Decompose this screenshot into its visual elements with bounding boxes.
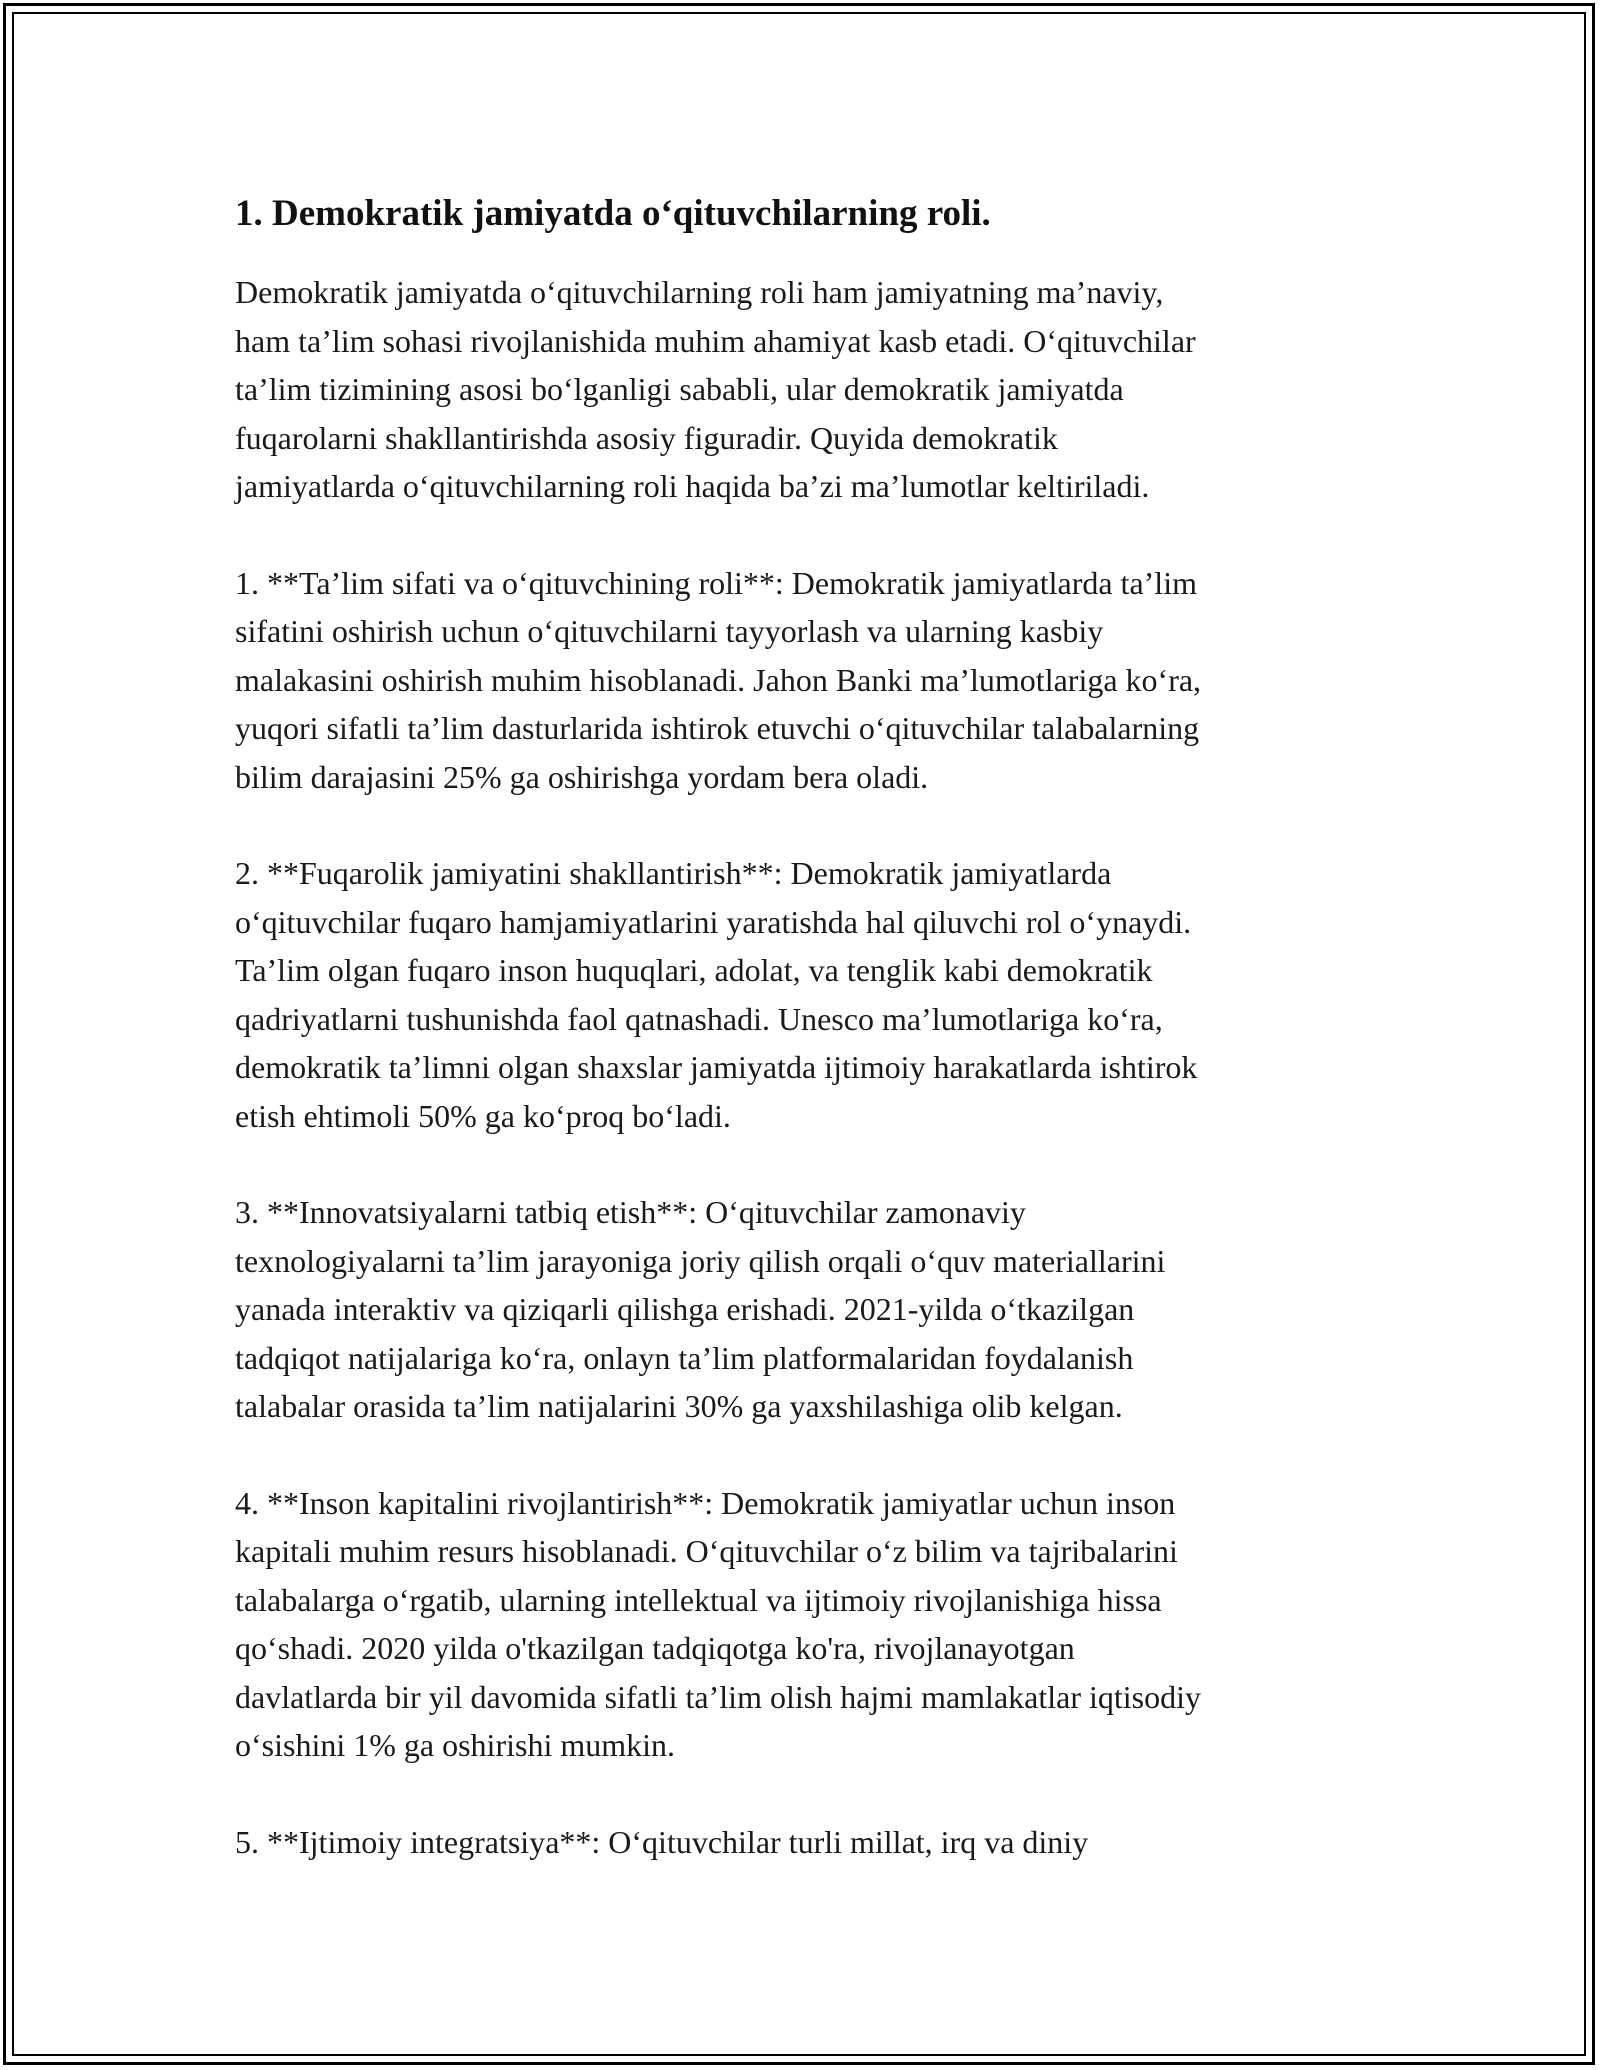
list-item-5-paragraph: 5. **Ijtimoiy integratsiya**: O‘qituvchilar turli millat, irq va diniy (235, 1823, 1089, 1860)
document-title: 1. Demokratik jamiyatda o‘qituvchilarning roli. (235, 193, 991, 234)
document-body (235, 186, 1375, 1914)
list-item-1-paragraph: 1. **Ta’lim sifati va o‘qituvchining roli**: Demokratik jamiyatlarda ta’lim sifatini oshirish uchun o‘qituvchilarni tayyorlash va ularning kasbiy malakasini oshirish muhim hisoblanadi. Jahon Banki ma’lumotlariga ko‘ra, yuqori sifatli ta’lim dasturlarida ishtirok etuvchi o‘qituvchilar talabalarning bilim darajasini 25% ga oshirishga yordam bera oladi. (235, 564, 1202, 795)
list-item-4-paragraph: 4. **Inson kapitalini rivojlantirish**: Demokratik jamiyatlar uchun inson kapitali muhim resurs hisoblanadi. O‘qituvchilar o‘z bilim va tajribalarini talabalarga o‘rgatib, ularning intellektual va ijtimoiy rivojlanishiga hissa qo‘shadi. 2020 yilda o'tkazilgan tadqiqotga ko'ra, rivojlanayotgan davlatlarda bir yil davomida sifatli ta’lim olish hajmi mamlakatlar iqtisodiy o‘sishini 1% ga oshirishi mumkin. (235, 1484, 1201, 1763)
list-item-2-paragraph: 2. **Fuqarolik jamiyatini shakllantirish**: Demokratik jamiyatlarda o‘qituvchilar fuqaro hamjamiyatlarini yaratishda hal qiluvchi rol o‘ynaydi. Ta’lim olgan fuqaro inson huquqlari, adolat, va tenglik kabi demokratik qadriyatlarni tushunishda faol qatnashadi. Unesco ma’lumotlariga ko‘ra, demokratik ta’limni olgan shaxslar jamiyatda ijtimoiy harakatlarda ishtirok etish ehtimoli 50% ga ko‘proq bo‘ladi. (235, 855, 1198, 1134)
intro-paragraph: Demokratik jamiyatda o‘qituvchilarning roli ham jamiyatning ma’naviy, ham ta’lim sohasi rivojlanishida muhim ahamiyat kasb etadi. O‘qituvchilar ta’lim tizimining asosi bo‘lganligi sababli, ular demokratik jamiyatda fuqarolarni shakllantirishda asosiy figuradir. Quyida demokratik jamiyatlarda o‘qituvchilarning roli haqida ba’zi ma’lumotlar keltiriladi. (235, 274, 1196, 504)
list-item-3-paragraph: 3. **Innovatsiyalarni tatbiq etish**: O‘qituvchilar zamonaviy texnologiyalarni ta’lim jarayoniga joriy qilish orqali o‘quv materiallarini yanada interaktiv va qiziqarli qilishga erishadi. 2021-yilda o‘tkazilgan tadqiqot natijalariga ko‘ra, onlayn ta’lim platformalaridan foydalanish talabalar orasida ta’lim natijalarini 30% ga yaxshilashiga olib kelgan. (235, 1194, 1166, 1424)
